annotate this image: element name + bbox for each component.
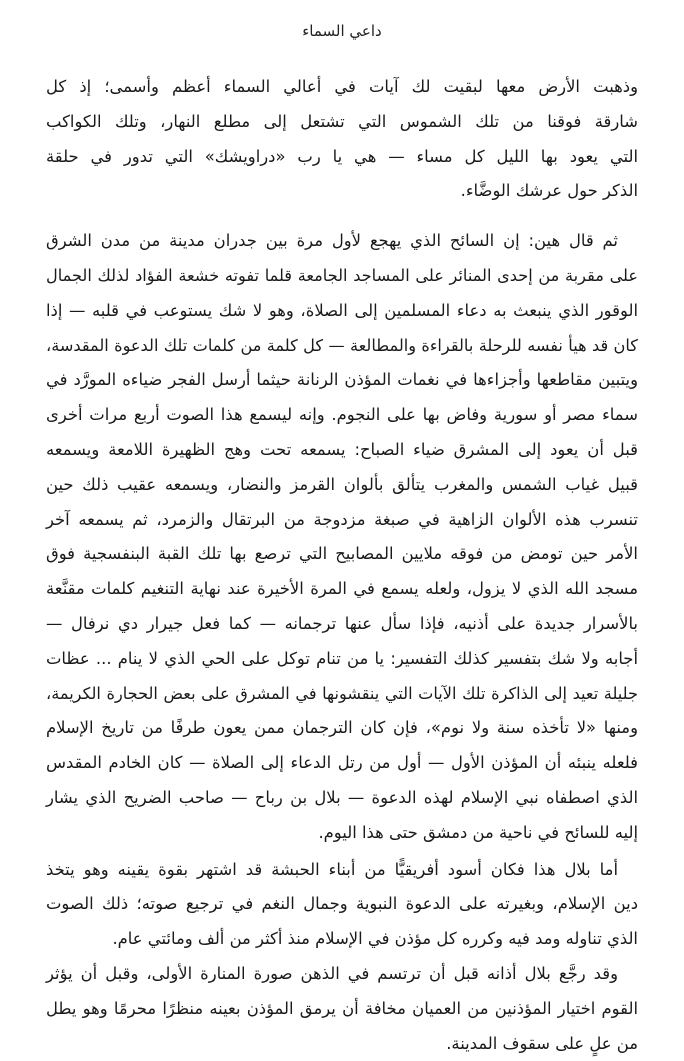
text-line: سماء مصر أو سورية وفاض بها على النجوم. وإنه ليسمع هذا الصوت أربع مرات أخرى [46,405,638,425]
text-line: التي يعود بها الليل كل مساء — هي يا رب «دراويشك» التي تدور في حلقة [46,146,638,166]
text-line: شارقة فوقنا من تلك الشموس التي تشتعل إلى مطلع النهار، وتلك الكواكب [46,111,638,131]
text-line: من علٍ على سقوف المدينة. [446,1033,638,1053]
text-line: مسجد الله الذي لا يزول، ولعله يسمع في المرة الأخيرة عند نهاية التنغيم كلمات مقنَّعة [46,579,638,599]
text-line: تنسرب هذه الألوان الزاهية في صبغة مزدوجة من البرتقال والزمرد، ثم يسمعه آخر [46,509,638,529]
text-line: فلعله ينبئه أن المؤذن الأول — أول من رتل الدعاء إلى الصلاة — كان الخادم المقدس [46,753,638,773]
text-line: الأمر حين تومض من فوقه ملايين المصابيح التي ترصع بها تلك القبة البنفسجية فوق [46,544,638,564]
text-line: قبيل غياب الشمس والمغرب يتألق بألوان القرمز والنضار، ويسمعه عقيب ذلك حين [46,474,638,494]
text-line: أما بلال هذا فكان أسود أفريقيًّا من أبناء الحبشة قد اشتهر بقوة يقينه وهو يتخذ [46,859,618,879]
text-line: القوم اختيار المؤذنين من العميان مخافة أن يرمق المؤذن بعينه منظرًا محرمًا وهو يطل [46,998,638,1018]
text-line: الذي تناوله ومد فيه وكرره كل مؤذن في الإسلام منذ أكثر من ألف ومائتي عام. [112,929,638,949]
text-line: ومنها «لا تأخذه سنة ولا نوم»، فإن كان الترجمان ممن يعون طرفًا من تاريخ الإسلام [46,718,638,738]
text-line: ويتبين مقاطعها وأجزاءها في نغمات المؤذن الرنانة حيثما أرسل الفجر ضياءه المورَّد في [46,370,638,390]
text-line: جليلة تعيد إلى الذاكرة تلك الآيات التي ينقشونها في المشرق على بعض الحجارة الكريمة، [46,683,638,703]
paragraph-2 [46,224,638,850]
text-line: وقد رجَّع بلال أذانه قبل أن ترتسم في الذهن صورة المنارة الأولى، وقبل أن يؤثر [46,963,618,983]
text-line: دين الإسلام، وبغيرته على الدعوة النبوية وجمال النغم في ترجيع صوته؛ ذلك الصوت [46,894,638,914]
text-line: الذي اصطفاه نبي الإسلام لهذه الدعوة — بلال بن رباح — صاحب الضريح الذي يشار [46,787,638,807]
text-line: ثم قال هين: إن السائح الذي يهجع لأول مرة بين جدران مدينة من مدن الشرق [46,231,618,251]
paragraph-gap [46,209,638,224]
text-line: قبل أن يعود إلى المشرق ضياء الصباح: يسمعه تحت وهج الظهيرة اللامعة ويسمعه [46,439,638,459]
text-line: على مقربة من إحدى المنائر على المساجد الجامعة قلما تفوته خشعة الفؤاد لذلك الجمال [46,265,638,285]
body-text [46,70,638,1061]
running-head: داعي السماء [302,22,382,40]
text-line: وذهبت الأرض معها لبقيت لك آيات في أعالي السماء أعظم وأسمى؛ إذ كل [46,77,638,96]
text-line: كان قد هيأ نفسه للرحلة بالقراءة والمطالعة — كل كلمة من كلمات تلك الدعوة المقدسة، [46,335,638,355]
paragraph-4 [46,957,638,1061]
text-line: إليه للسائح في ناحية من دمشق حتى هذا اليوم. [318,822,638,842]
paragraph-3 [46,853,638,957]
text-line: أجابه ولا شك بتفسير كذلك التفسير: يا من تنام توكل على الحي الذي لا ينام ... عظات [46,648,638,668]
text-line: الذكر حول عرشك الوضَّاء. [460,181,638,201]
paragraph-1 [46,70,638,209]
text-line: الوقور الذي ينبعث به دعاء المسلمين إلى الصلاة، وهو لا شك يستوعب في قلبه — إذا [46,300,638,320]
text-line: بالأسرار جديدة على أذنيه، فإذا سأل عنها ترجمانه — كما فعل جيرار دي نرفال — [46,613,638,633]
